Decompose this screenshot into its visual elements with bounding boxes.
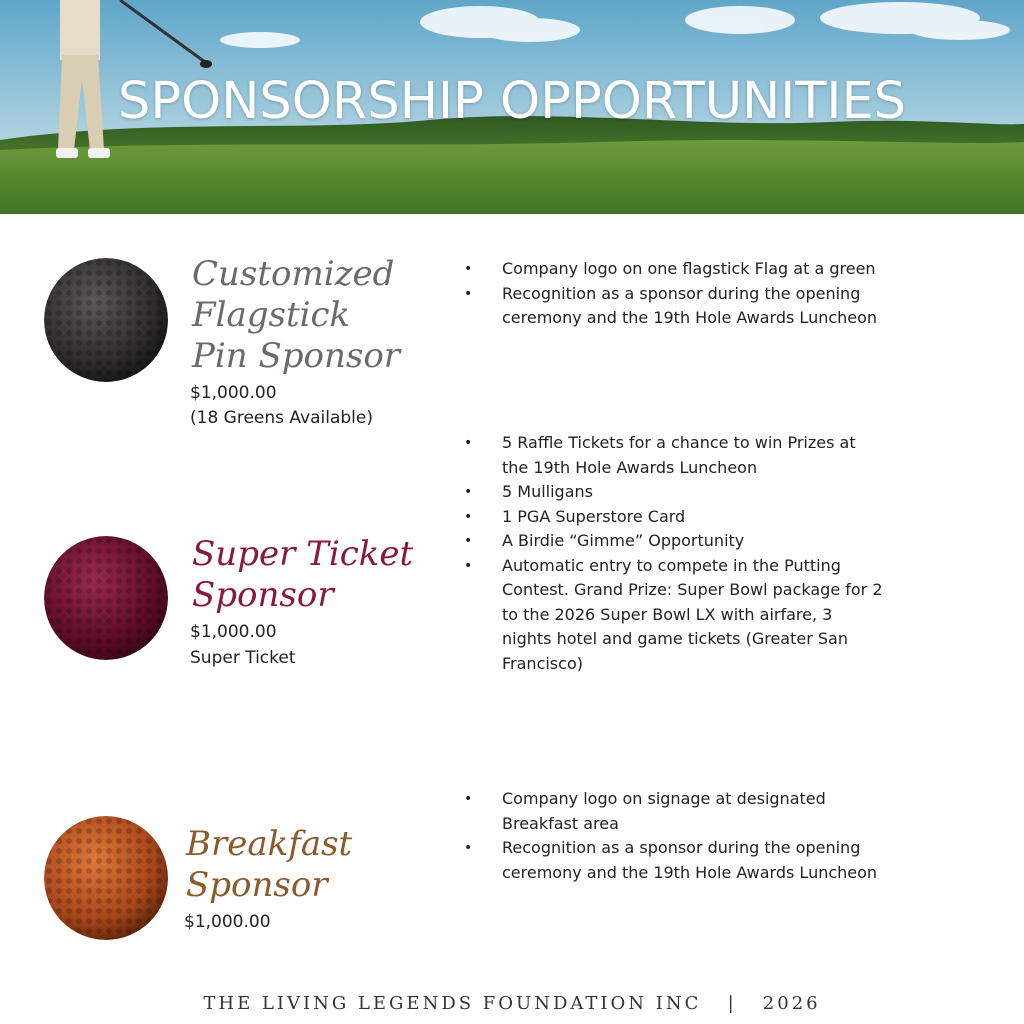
benefit-item: • 5 Raffle Tickets for a chance to win Prizes at the 19th Hole Awards Luncheon	[464, 431, 884, 480]
golf-ball-gray-icon	[44, 258, 168, 382]
super-ticket-sponsor-title	[192, 534, 413, 616]
flagstick-sponsor-price: $1,000.00	[190, 383, 277, 403]
benefit-item: • Recognition as a sponsor during the opening ceremony and the 19th Hole Awards Luncheon	[464, 282, 904, 331]
footer-organization: THE LIVING LEGENDS FOUNDATION INC | 2026	[203, 993, 821, 1014]
title-line: Customized	[192, 254, 395, 294]
benefit-item: • 5 Mulligans	[464, 480, 884, 505]
flagstick-sponsor-benefits	[464, 257, 904, 331]
breakfast-sponsor-price: $1,000.00	[184, 912, 271, 932]
super-ticket-sponsor-benefits	[464, 431, 884, 676]
breakfast-sponsor-title	[186, 824, 352, 906]
title-line: Sponsor	[192, 575, 334, 615]
benefit-item: • Company logo on signage at designated Breakfast area	[464, 787, 884, 836]
page-title: SPONSORSHIP OPPORTUNITIES	[117, 72, 907, 131]
title-line: Pin Sponsor	[192, 336, 401, 376]
golf-ball-burgundy-icon	[44, 536, 168, 660]
benefit-item: • Recognition as a sponsor during the opening ceremony and the 19th Hole Awards Luncheon	[464, 836, 884, 885]
benefit-item: • Automatic entry to compete in the Putting Contest. Grand Prize: Super Bowl package for 2 to the 2026 Super Bowl LX with airfare, 3 nights hotel and game tickets (Greater San Francisco)	[464, 554, 884, 677]
benefit-item: • 1 PGA Superstore Card	[464, 505, 884, 530]
title-line: Breakfast	[186, 824, 353, 864]
header-banner	[0, 0, 1024, 214]
breakfast-sponsor-benefits	[464, 787, 884, 885]
title-line: Flagstick	[192, 295, 351, 335]
flagstick-sponsor-title	[192, 254, 400, 377]
super-ticket-sponsor-note: Super Ticket	[190, 648, 296, 668]
title-line: Sponsor	[186, 865, 328, 905]
golf-ball-copper-icon	[44, 816, 168, 940]
super-ticket-sponsor-price: $1,000.00	[190, 622, 277, 642]
flagstick-sponsor-availability: (18 Greens Available)	[190, 408, 373, 428]
benefit-item: • A Birdie “Gimme” Opportunity	[464, 529, 884, 554]
benefit-item: • Company logo on one flagstick Flag at a green	[464, 257, 904, 282]
title-line: Super Ticket	[192, 534, 414, 574]
